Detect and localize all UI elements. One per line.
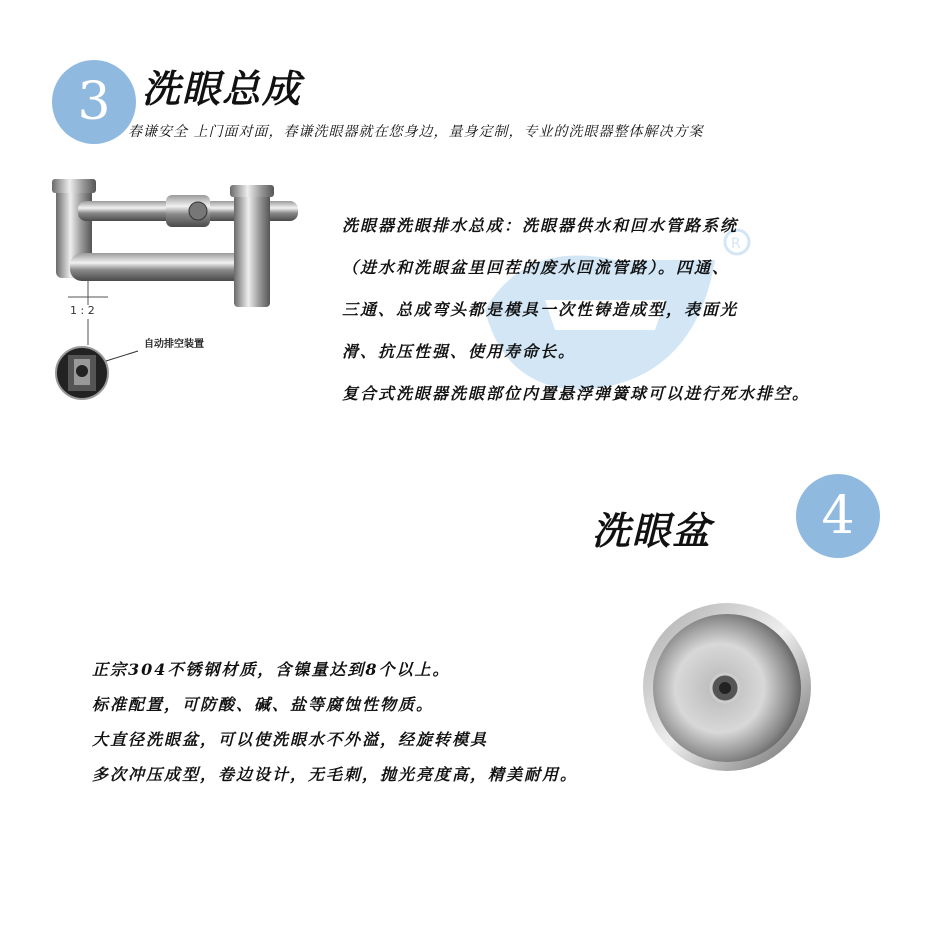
section-3-line-1: 洗眼器洗眼排水总成：洗眼器供水和回水管路系统 (342, 216, 739, 235)
section-4-description (92, 652, 578, 792)
section-3-number-badge: 3 (52, 60, 136, 144)
section-3-line-5: 复合式洗眼器洗眼部位内置悬浮弹簧球可以进行死水排空。 (342, 384, 811, 403)
section-4-line-2: 标准配置，可防酸、碱、盐等腐蚀性物质。 (92, 695, 435, 714)
section-3-description (342, 205, 810, 415)
section-3-line-2: （进水和洗眼盆里回茬的废水回流管路）。四通、 (342, 258, 731, 277)
section-4-number-badge: 4 (796, 474, 880, 558)
diagram-ratio-label: 1 : 2 (70, 304, 95, 317)
section-3-line-3: 三通、总成弯头都是模具一次性铸造成型，表面光 (342, 300, 739, 319)
section-4-line-4: 多次冲压成型，卷边设计，无毛刺，抛光亮度高，精美耐用。 (92, 765, 579, 784)
section-4-title: 洗眼盆 (592, 508, 713, 553)
section-3-subtitle: 春谦安全 上门面对面，春谦洗眼器就在您身边，量身定制，专业的洗眼器整体解决方案 (128, 124, 704, 140)
section-3-line-4: 滑、抗压性强、使用寿命长。 (342, 342, 577, 361)
auto-drain-label: 自动排空装置 (144, 339, 204, 350)
eyewash-bowl-image (640, 600, 815, 775)
drain-pipe-assembly-image (48, 175, 308, 405)
section-4-line-3: 大直径洗眼盆，可以使洗眼水不外溢，经旋转模具 (92, 730, 489, 749)
section-4-line-1: 正宗304不锈钢材质，含镍量达到8个以上。 (92, 660, 451, 679)
section-3-title: 洗眼总成 (142, 66, 303, 111)
svg-text:R: R (731, 236, 741, 252)
